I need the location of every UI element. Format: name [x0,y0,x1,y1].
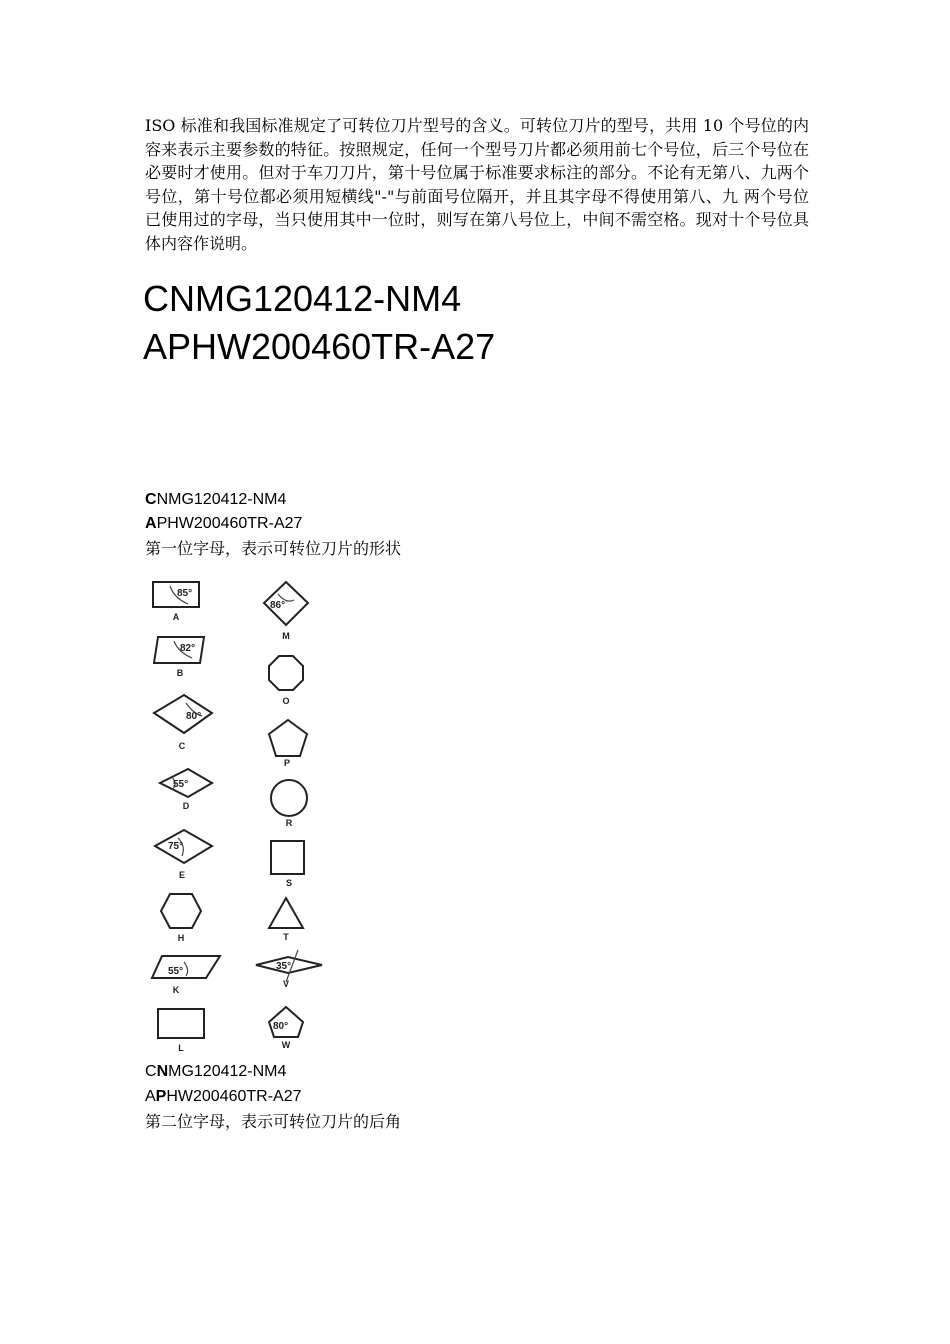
shape-o [269,656,303,706]
shape-angle-label: 75° [168,841,184,852]
shape-letter-label: A [172,612,180,622]
headline-code-1: CNMG120412-NM4 [143,278,462,319]
shape-angle-label: 80° [186,711,202,722]
shape-letter-label: H [177,933,185,943]
shape-letter-label: O [282,696,290,706]
code-prefix: C [145,1063,157,1080]
code-rest: MG120412-NM4 [168,1063,287,1080]
shape-m [264,582,308,641]
shape-letter-label: C [178,741,186,751]
headline-code-2: APHW200460TR-A27 [143,326,496,367]
section1-code-2 [145,514,302,534]
code-rest: NMG120412-NM4 [156,491,287,508]
shape-angle-label: 55° [168,966,184,977]
shape-c [154,695,212,751]
shape-angle-label: 82° [180,643,196,654]
shape-letter-label: P [283,758,291,768]
shape-angle-label: 85° [177,588,193,599]
section2-caption: 第二位字母，表示可转位刀片的后角 [145,1112,402,1131]
shape-h [161,894,201,943]
shape-angle-label: 86° [270,600,286,611]
shape-letter-label: T [283,932,289,942]
shape-p [269,720,307,768]
shape-angle-label: 55° [173,779,189,790]
shape-letter-label: L [178,1043,184,1053]
shape-w [269,1007,303,1050]
section2-code-2 [145,1087,302,1107]
code-prefix: A [145,1088,156,1105]
shape-letter-label: E [178,870,186,880]
shape-v [256,950,322,989]
shape-k [152,956,220,995]
insert-shapes-figure [140,570,340,1058]
shape-d [160,769,212,811]
shape-t [269,898,303,942]
section2-code-1 [145,1062,286,1082]
shape-letter-label: D [182,801,190,811]
highlight-letter: C [145,491,157,508]
shape-letter-label: B [176,668,184,678]
shape-a [153,582,199,622]
code-rest: PHW200460TR-A27 [156,515,303,532]
shape-letter-label: S [285,878,293,888]
shape-letter-label: R [285,818,293,828]
shape-e [155,830,212,880]
shape-angle-label: 35° [276,961,292,972]
shape-angle-label: 80° [273,1021,289,1032]
shape-letter-label: V [282,979,290,989]
highlight-letter: A [145,515,157,532]
code-rest: HW200460TR-A27 [166,1088,302,1105]
shape-s [271,841,304,888]
shape-r [271,780,307,828]
highlight-letter: P [155,1088,167,1105]
section1-caption: 第一位字母，表示可转位刀片的形状 [145,539,402,558]
intro-paragraph: ISO 标准和我国标准规定了可转位刀片型号的含义。可转位刀片的型号，共用 10 个号位的内容来表示主要参数的特征。按照规定，任何一个型号刀片都必须用前七个号位，后三个号位在必要时才使用。但对于车刀刀片，第十号位属于标准要求标注的部分。不论有无第八、九两个号位，第十号位都必须用短横线"-"与前面号位隔开，并且其字母不得使用第八、九 两个号位已使用过的字母，当只使用其中一位时，则写在第八号位上，中间不需空格。现对十个号位具体内容作说明。 [145,116,809,253]
shape-b [154,637,204,678]
shape-letter-label: W [281,1040,291,1050]
shape-letter-label: M [282,631,290,641]
shape-letter-label: K [172,985,180,995]
highlight-letter: N [156,1063,169,1080]
section1-code-1 [145,490,286,510]
shape-l [158,1009,204,1053]
